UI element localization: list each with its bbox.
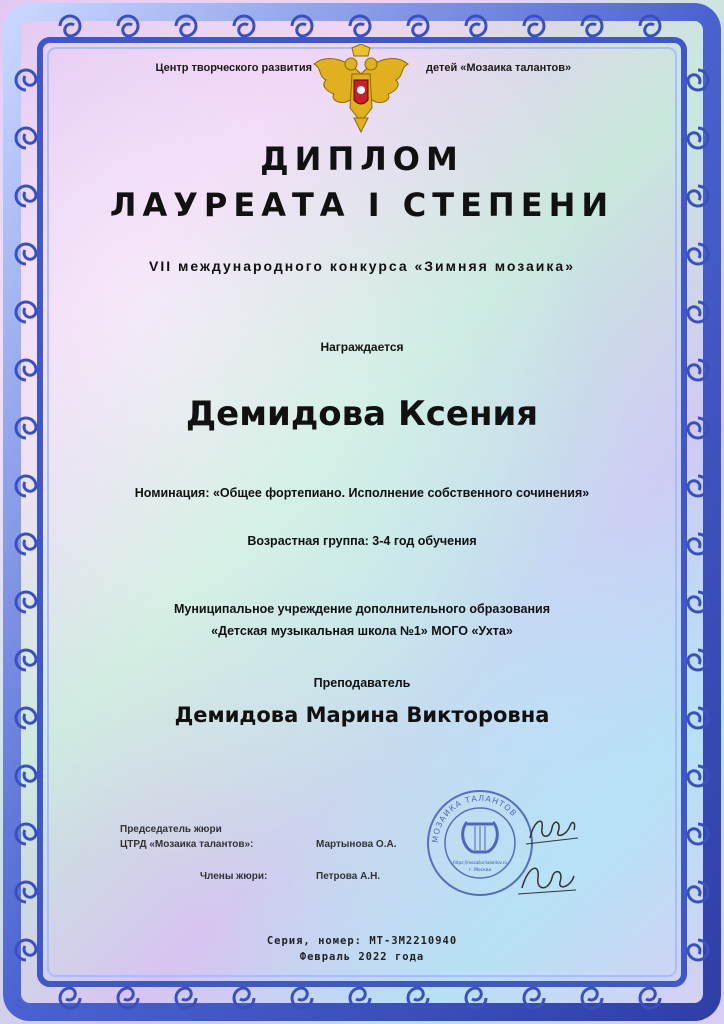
frame-scroll [16, 766, 36, 786]
frame-scroll [688, 824, 708, 844]
frame-scroll [408, 988, 428, 1008]
diploma-subtitle: ЛАУРЕАТА I СТЕПЕНИ [109, 186, 615, 224]
frame-scroll [60, 16, 80, 36]
frame-scroll [582, 16, 602, 36]
jury-chair-title: Председатель жюри [120, 824, 222, 835]
frame-scroll [16, 824, 36, 844]
frame-scroll [524, 16, 544, 36]
frame-scroll [16, 70, 36, 90]
frame-scroll [292, 16, 312, 36]
frame-scroll [292, 988, 312, 1008]
jury-chair-name: Мартынова О.А. [316, 839, 397, 850]
frame-scroll [176, 988, 196, 1008]
diploma-title: ДИПЛОМ [260, 140, 464, 178]
teacher-label: Преподаватель [313, 676, 411, 690]
frame-scroll [688, 360, 708, 380]
frame-scroll [350, 988, 370, 1008]
jury-members-label: Члены жюри: [200, 871, 268, 882]
frame-scroll [176, 16, 196, 36]
coat-of-arms-icon [308, 44, 414, 134]
jury-chair-org: ЦТРД «Мозаика талантов»: [120, 839, 254, 850]
frame-scroll [688, 302, 708, 322]
frame-scroll [466, 16, 486, 36]
frame-scroll [118, 988, 138, 1008]
contest-name: VII международного конкурса «Зимняя мозаика» [149, 258, 575, 274]
organizer-name-right: детей «Мозаика талантов» [426, 62, 572, 74]
frame-scroll [524, 988, 544, 1008]
member-signature [512, 856, 582, 900]
frame-scroll [640, 16, 660, 36]
series-number: Серия, номер: МТ-ЗМ2210940 [266, 935, 458, 947]
frame-scroll [16, 882, 36, 902]
issue-date: Февраль 2022 года [299, 951, 425, 963]
frame-scroll [350, 16, 370, 36]
frame-scroll [688, 766, 708, 786]
institution-line-1: Муниципальное учреждение дополнительного образования [173, 602, 551, 616]
nomination: Номинация: «Общее фортепиано. Исполнение собственного сочинения» [134, 486, 590, 500]
frame-scroll [16, 360, 36, 380]
institution-line-2: «Детская музыкальная школа №1» МОГО «Ухта» [211, 624, 513, 638]
frame-scroll [688, 650, 708, 670]
frame-scroll [234, 16, 254, 36]
laureate-name: Демидова Ксения [185, 394, 539, 434]
frame-scroll [688, 70, 708, 90]
stamp-city: г. Москва [468, 868, 492, 873]
frame-scroll [60, 988, 80, 1008]
teacher-name: Демидова Марина Викторовна [174, 703, 550, 727]
frame-scroll [688, 882, 708, 902]
frame-scroll [234, 988, 254, 1008]
awarded-label: Награждается [320, 340, 404, 354]
frame-scroll [16, 650, 36, 670]
jury-member-name: Петрова А.Н. [316, 871, 381, 882]
stamp-site: https://mozaika-talantov.ru [452, 860, 508, 865]
organizer-name-left: Центр творческого развития [155, 62, 312, 74]
age-group: Возрастная группа: 3-4 год обучения [247, 534, 477, 548]
frame-scroll [408, 16, 428, 36]
stamp-ring-text: МОЗАИКА ТАЛАНТОВ [430, 793, 519, 844]
frame-scroll [466, 988, 486, 1008]
chair-signature [522, 808, 582, 854]
frame-scroll [16, 302, 36, 322]
frame-scroll [640, 988, 660, 1008]
frame-scroll [118, 16, 138, 36]
frame-scroll [582, 988, 602, 1008]
